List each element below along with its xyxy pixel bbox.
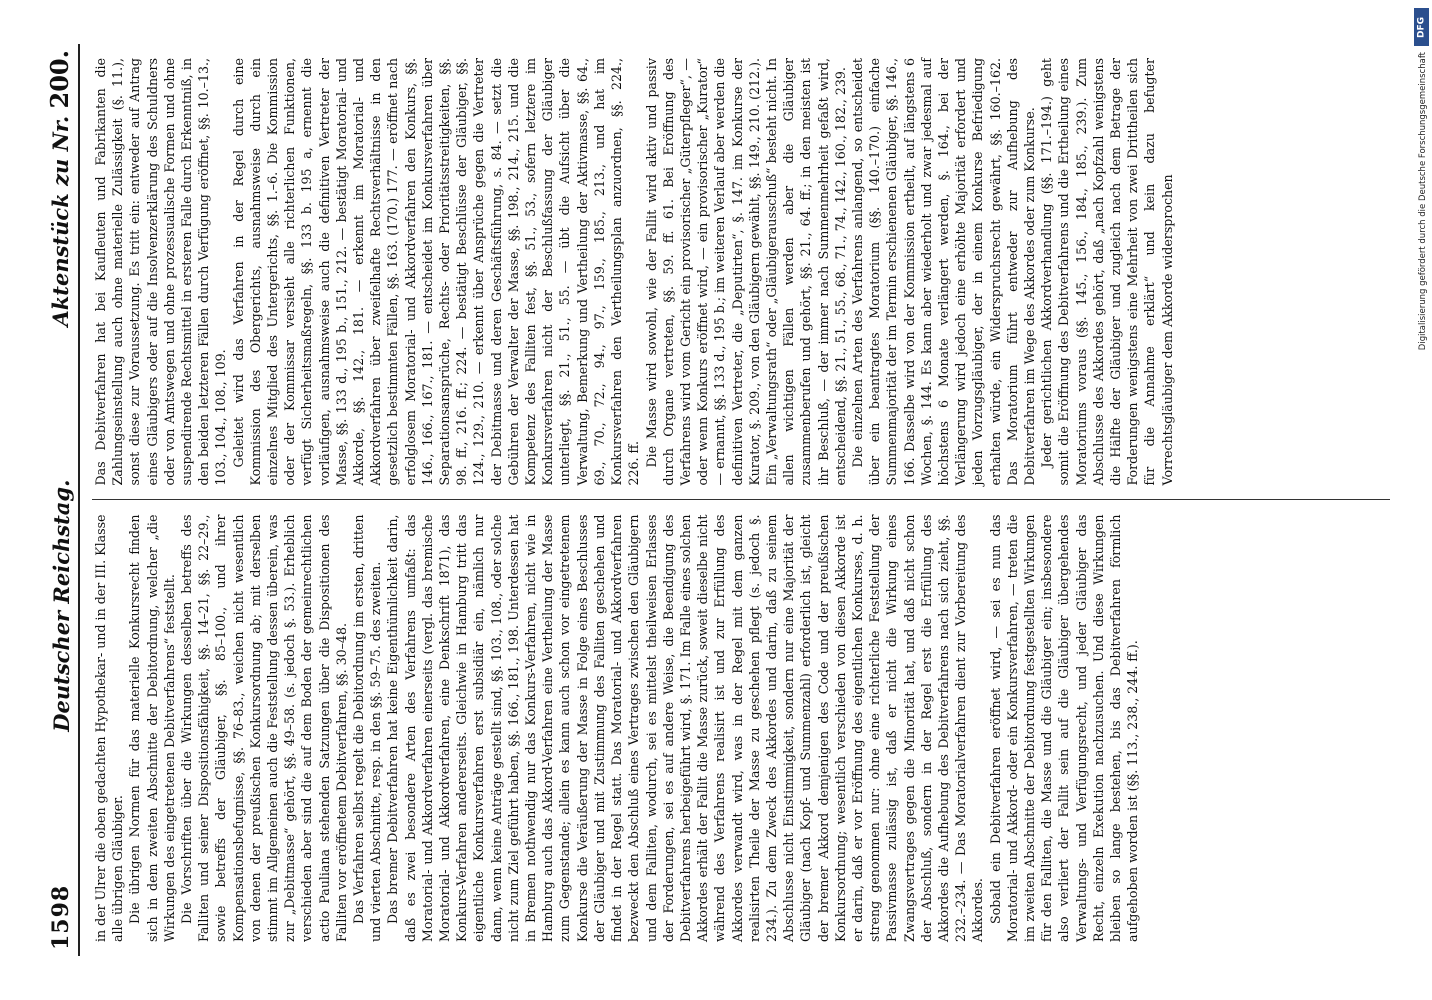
paragraph: Sobald ein Debitverfahren eröffnet wird, — sei es nun das Moratorial- und Akkord- oder ein Konkursverfahren, — treten die im zweiten Abschnitte der Debitordnung festgestellten Wirkungen für den Falliten, die Masse und die Gläubiger ein; insbesondere also verliert der Fallit sein auf die Gläubiger übergehendes Verwaltungs- und Verfügungsrecht, und jeder Gläubiger das Recht, einzeln Exekution nachzusuchen. Und diese Wirkungen bleiben so lange bestehen, bis das Debitverfahren förmlich aufgehoben worden ist (§§. 113., 238., 244. ff.). <box>987 514 1141 942</box>
paragraph: Die Vorschriften über die Wirkungen desselben betreffs des Falliten und seiner Dispositionsfähigkeit, §§. 14–21, §§. 22–29., sowie betreffs der Gläubiger, §§. 85–100., und ihrer Kompensationsbefugnisse, §§. 76–83., weichen nicht wesentlich von denen der preußischen Konkursordnung ab; mit derselben stimmt im Allgemeinen auch die Feststellung dessen überein, was zur „Debitmasse“ gehört, §§. 49–58. (s. jedoch §. 53.). Erheblich verschieden aber sind die auf dem Boden der gemeinrechtlichen actio Pauliana stehenden Satzungen über die Dispositionen des Falliten vor eröffnetem Debitverfahren, §§. 30–48. <box>179 514 349 942</box>
paragraph: Die einzelnen Arten des Verfahrens anlangend, so entscheidet über ein beantragtes Moratorium (§§. 140.–170.) einfache Summenmajorität der im Termin erschienenen Gläubiger, §§. 146., 166. Dasselbe wird von der Kommission ertheilt, auf längstens 6 Wochen, §. 144. Es kann aber wiederholt und zwar jedesmal auf höchstens 6 Monate verlängert werden, §. 164., bei der Verlängerung wird jedoch eine erhöhte Majorität erfordert und jeden Vorzugsgläubiger, der in einem Konkurse Befriedigung erhalten würde, ein Widerspruchsrecht gewährt, §§. 160.–162. Das Moratorium führt entweder zur Aufhebung des Debitverfahren im Wege des Akkordes oder zum Konkurse. <box>849 58 1037 486</box>
text-columns <box>92 44 1390 956</box>
dfg-stamp-strip <box>1410 0 1432 1000</box>
column-divider <box>92 500 1390 501</box>
paragraph: in der Ulrer die oben gedachten Hypothekar- und in der III. Klasse alle übrigen Gläubiger. <box>93 514 126 942</box>
page-number: 1598 <box>48 884 74 950</box>
dfg-logo: DFG <box>1414 8 1429 46</box>
paragraph: Die übrigen Normen für das materielle Konkursrecht finden sich in dem zweiten Abschnitte der Debitordnung, welcher „die Wirkungen des eingetretenen Debitverfahrens“ feststellt. <box>127 514 177 942</box>
document-reference <box>45 50 74 327</box>
paragraph: Die Masse wird sowohl, wie der Fallit wird aktiv und passiv durch Organe vertreten, §§. 59. ff. 61. Bei Eröffnung des Verfahrens wird vom Gericht ein provisorischer „Güterpfleger“, — oder wenn Konkurs eröffnet wird, — ein provisorischer „Kurator“ — ernannt, §§. 133 d., 195 b.; im weiteren Verlauf aber werden die definitiven Vertreter, die „Deputirten“, §. 147. im Konkurse der Kurator, §. 209., von den Gläubigern gewählt, §§. 149., 210. (212.). Ein „Verwaltungsrath“ oder „Gläubigerausschuß“ besteht nicht. In allen wichtigen Fällen werden aber die Gläubiger zusammenberufen und gehört, §§. 21., 64. ff.; in den meisten ist ihr Beschluß, — der immer nach Summenmehrheit gefaßt wird, entscheidend, §§. 21., 51., 55., 68., 71., 74., 142., 160., 182., 239. <box>643 58 848 486</box>
dfg-credit-text: Digitalisierung gefördert durch die Deutsche Forschungsgemeinschaft <box>1418 52 1428 351</box>
paragraph: Jeder gerichtlichen Akkordverhandlung (§§. 171.–194.) geht somit die Eröffnung des Debitverfahrens und die Ertheilung eines Moratoriums voraus (§§. 145., 156., 184., 185., 239.). Zum Abschlusse des Akkordes gehört, daß „nach Kopfzahl wenigstens die Hälfte der Gläubiger und zugleich nach dem Betrage der Forderungen wenigstens eine Mehrheit von zwei Drittheilen sich für die Annahme erklärt“ und kein dazu befugter Vorrechtsgläubiger dem Akkorde widersprochen <box>1039 58 1175 486</box>
document-ref-prefix: Aktenstück zu Nr. <box>48 115 73 327</box>
paragraph: Das bremer Debitverfahren hat keine Eigenthümlichkeit darin, daß es zwei besondere Arten des Verfahrens umfaßt: das Moratorial- und Akkordverfahren einerseits (vergl. das bremische Moratorial- und Akkordverfahren, eine Denkschrift 1871), das Konkurs-Verfahren andererseits. Gleichwie in Hamburg tritt das eigentliche Konkursverfahren erst subsidiär ein, nämlich nur dann, wenn keine Anträge gestellt sind, §§. 103., 108., oder solche nicht zum Ziel geführt haben, §§. 166., 181., 198. Unterdessen hat in Bremen nothwendig nur das Konkurs-Verfahren, nicht wie in Hamburg auch das Akkord-Verfahren eine Vertheilung der Masse zum Gegenstande; allein es kann auch schon vor eingetretenem Konkurse die Veräußerung der Masse in Folge eines Beschlusses der Gläubiger und mit Zustimmung des Falliten geschehen und findet in der Regel statt. Das Moratorial- und Akkordverfahren bezweckt den Abschluß eines Vertrages zwischen den Gläubigern und dem Falliten, wodurch, sei es mittelst theilweisen Erlasses der Forderungen, sei es auf andere Weise, die Beendigung des Debitverfahrens herbeigeführt wird, §. 171. Im Falle eines solchen Akkordes erhält der Fallit die Masse zurück, soweit dieselbe nicht während des Verfahrens realisirt ist und zur Erfüllung des Akkordes verwandt wird, was in der Regel mit dem ganzen realisirten Theile der Masse zu geschehen pflegt (s. jedoch §. 234.). Zu dem Zweck des Akkordes und darin, daß zu seinem Abschlusse nicht Einstimmigkeit, sondern nur eine Majorität der Gläubiger (nach Kopf- und Summenzahl) erforderlich ist, gleicht der bremer Akkord demjenigen des Code und der preußischen Konkursordnung; wesentlich verschieden von diesen Akkorde ist er darin, daß er vor Eröffnung des eigentlichen Konkurses, d. h. streng genommen nur: ohne eine richterliche Feststellung der Passivmasse zulässig ist, daß er nicht die Wirkung eines Zwangsvertrages gegen die Minorität hat, und daß nicht schon der Abschluß, sondern in der Regel erst die Erfüllung des Akkordes die Aufhebung des Debitverfahrens nach sich zieht, §§. 232.–234. — Das Moratorialverfahren dient zur Vorbereitung des Akkordes. <box>385 514 986 942</box>
page-header <box>36 44 80 956</box>
paragraph: Das Debitverfahren hat bei Kaufleuten und Fabrikanten die Zahlungseinstellung auch ohne materielle Zulässigkeit (§. 11.), sonst diese zur Voraussetzung. Es tritt ein: entweder auf Antrag eines Gläubigers oder auf die Insolvenzerklärung des Schuldners oder von Amtswegen und ohne prozessualische Formen und ohne suspendirende Rechtsmittel in ersteren Falle durch Erkenntniß, in den beiden letzteren Fällen durch Verfügung eröffnet, §§. 10.–13., 103., 104., 108., 109. <box>93 58 229 486</box>
document-ref-number: 200. <box>45 50 74 109</box>
running-title: Deutscher Reichstag. <box>49 479 74 732</box>
left-column <box>92 501 1390 957</box>
right-column <box>92 44 1390 500</box>
paragraph: Geleitet wird das Verfahren in der Regel durch eine Kommission des Obergerichts, ausnahmsweise durch ein einzelnes Mitglied des Untergerichts, §§. 1.–6. Die Kommission oder der Kommissar versieht alle richterlichen Funktionen, verfügt Sicherheitsmaßregeln, §§. 133 b. 195 a, ernennt die vorläufigen, ausnahmsweise auch die definitiven Vertreter der Masse, §§. 133 d., 195 b., 151., 212. — bestätigt Moratorial- und Akkorde, §§. 142., 181. — erkennt im Moratorial- und Akkordverfahren über zweifelhafte Rechtsverhältnisse in den gesetzlich bestimmten Fällen, §§. 163. (170.) 177. — eröffnet nach erfolglosem Moratorial- und Akkordverfahren den Konkurs, §§. 146., 166., 167., 181. — entscheidet im Konkursverfahren über Separationsansprüche, Rechts- oder Prioritätsstreitigkeiten, §§. 98. ff., 216. ff.; 224. — bestätigt Beschlüsse der Gläubiger, §§. 124., 129., 210. — erkennt über Ansprüche gegen die Vertreter der Debitmasse und deren Geschäftsführung, s. 84. — setzt die Gebühren der Verwalter der Masse, §§. 198., 214., 215. und die Kompetenz des Falliten fest, §§. 51., 53., sofern letztere im Konkursverfahren nicht der Beschlußfassung der Gläubiger unterliegt, §§. 21., 51., 55. — übt die Aufsicht über die Verwaltung, Bemerkung und Vertheilung der Aktivmasse, §§. 64., 69., 70., 72., 94., 97., 159., 185., 213., und hat im Konkursverfahren den Vertheilungsplan anzuordnen, §§. 224., 226. ff. <box>230 58 642 486</box>
paragraph: Das Verfahren selbst regelt die Debitordnung im ersten, dritten und vierten Abschnitte, resp. in den §§. 59–75. des zweiten. <box>351 514 384 942</box>
